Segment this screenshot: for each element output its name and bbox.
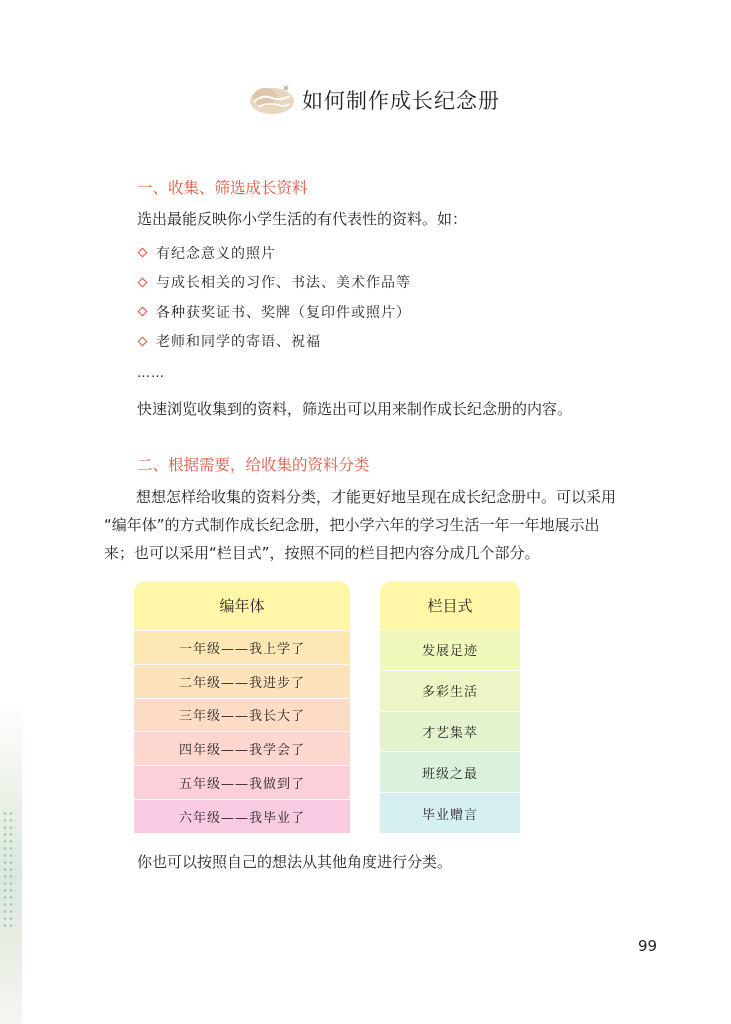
column-row: 发展足迹 <box>380 629 520 670</box>
list-item: 与成长相关的习作、书法、美术作品等 <box>137 268 411 298</box>
list-item: 老师和同学的寄语、祝福 <box>137 327 411 357</box>
section-1-heading: 一、收集、筛选成长资料 <box>137 179 308 197</box>
list-item: 各种获奖证书、奖牌（复印件或照片） <box>137 297 411 327</box>
section-1-intro: 选出最能反映你小学生活的有代表性的资料。如： <box>137 210 468 228</box>
chronological-table <box>134 581 350 833</box>
column-row: 毕业赠言 <box>380 792 520 833</box>
column-header: 栏目式 <box>380 581 520 629</box>
column-row: 才艺集萃 <box>380 711 520 752</box>
chronological-header: 编年体 <box>134 581 350 630</box>
column-row: 班级之最 <box>380 751 520 792</box>
chronological-row: 三年级——我长大了 <box>134 698 350 732</box>
column-row: 多彩生活 <box>380 670 520 711</box>
page-title: 如何制作成长纪念册 <box>302 89 500 113</box>
section-1-closing: 快速浏览收集到的资料，筛选出可以用来制作成长纪念册的内容。 <box>137 400 573 418</box>
edge-pattern <box>2 810 16 930</box>
bullet-list <box>137 238 411 356</box>
cloud-emblem-icon <box>248 82 296 118</box>
title-block <box>248 80 500 120</box>
body-line: 想想怎样给收集的资料分类，才能更好地呈现在成长纪念册中。可以采用 <box>136 488 617 506</box>
diamond-bullet-icon <box>138 248 148 258</box>
page-number: 99 <box>638 937 658 955</box>
chronological-row: 六年级——我毕业了 <box>134 799 350 833</box>
column-table <box>380 581 520 833</box>
diamond-bullet-icon <box>138 307 148 317</box>
page-edge-decoration <box>0 700 22 1024</box>
list-item: 有纪念意义的照片 <box>137 238 411 268</box>
diamond-bullet-icon <box>138 277 148 287</box>
chronological-row: 二年级——我进步了 <box>134 664 350 698</box>
chronological-row: 五年级——我做到了 <box>134 765 350 799</box>
section-2-body <box>104 483 674 567</box>
list-ellipsis: …… <box>137 366 165 381</box>
body-line: 来；也可以采用“栏目式”，按照不同的栏目把内容分成几个部分。 <box>104 544 540 562</box>
body-line: “编年体”的方式制作成长纪念册，把小学六年的学习生活一年一年地展示出 <box>104 516 600 534</box>
diamond-bullet-icon <box>138 336 148 346</box>
chronological-row: 一年级——我上学了 <box>134 630 350 664</box>
chronological-row: 四年级——我学会了 <box>134 731 350 765</box>
section-2-heading: 二、根据需要，给收集的资料分类 <box>137 456 370 474</box>
footer-note: 你也可以按照自己的想法从其他角度进行分类。 <box>137 853 453 871</box>
